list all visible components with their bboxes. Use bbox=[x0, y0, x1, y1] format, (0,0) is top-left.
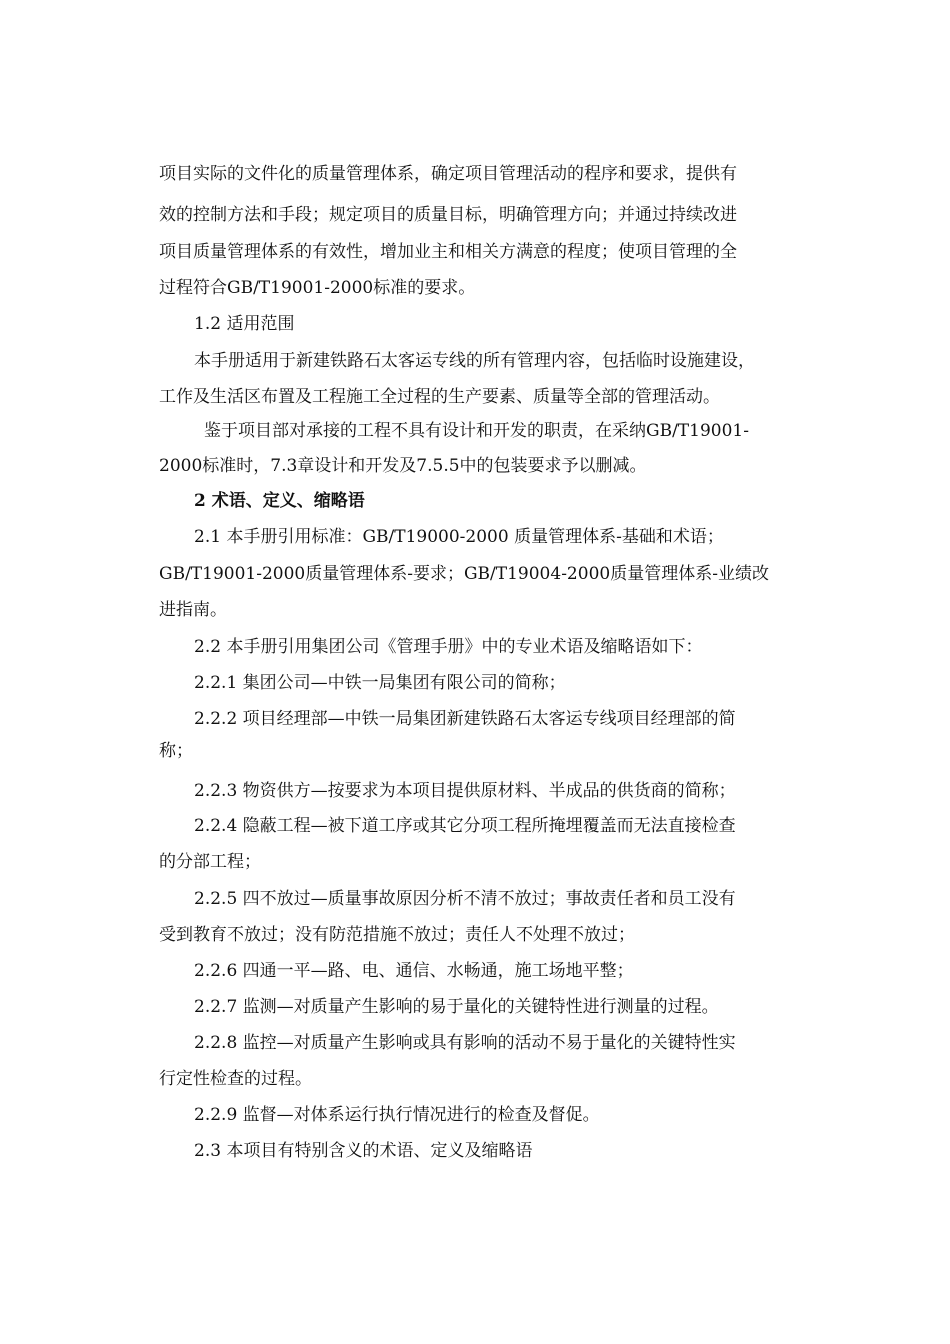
definition-item: 2.2.2 项目经理部—中铁一局集团新建铁路石太客运专线项目经理部的简 bbox=[194, 709, 736, 729]
section-heading: 2.3 本项目有特别含义的术语、定义及缩略语 bbox=[194, 1141, 533, 1161]
definition-item: 2.2.1 集团公司—中铁一局集团有限公司的简称； bbox=[194, 673, 566, 693]
paragraph-line: 项目质量管理体系的有效性，增加业主和相关方满意的程度；使项目管理的全 bbox=[159, 242, 737, 262]
definition-item: 2.2.4 隐蔽工程—被下道工序或其它分项工程所掩埋覆盖而无法直接检查 bbox=[194, 816, 736, 836]
definition-item-cont: 行定性检查的过程。 bbox=[159, 1069, 312, 1089]
paragraph-line: 项目实际的文件化的质量管理体系，确定项目管理活动的程序和要求，提供有 bbox=[159, 164, 737, 184]
paragraph-line: 进指南。 bbox=[159, 600, 227, 620]
paragraph-line: 2000标准时，7.3章设计和开发及7.5.5中的包装要求予以删减。 bbox=[159, 456, 647, 476]
definition-item: 2.2.9 监督—对体系运行执行情况进行的检查及督促。 bbox=[194, 1105, 600, 1125]
definition-item: 2.2.6 四通一平—路、电、通信、水畅通，施工场地平整； bbox=[194, 961, 634, 981]
definition-item-cont: 受到教育不放过；没有防范措施不放过；责任人不处理不放过； bbox=[159, 925, 635, 945]
paragraph-line: 效的控制方法和手段；规定项目的质量目标，明确管理方向；并通过持续改进 bbox=[159, 205, 737, 225]
paragraph-line: 鉴于项目部对承接的工程不具有设计和开发的职责，在采纳GB/T19001- bbox=[204, 421, 749, 441]
paragraph-line: GB/T19001-2000质量管理体系-要求；GB/T19004-2000质量管理体系-业绩改 bbox=[159, 564, 769, 584]
section-heading: 1.2 适用范围 bbox=[194, 314, 295, 334]
paragraph-line: 2.2 本手册引用集团公司《管理手册》中的专业术语及缩略语如下： bbox=[194, 637, 703, 657]
definition-item: 2.2.3 物资供方—按要求为本项目提供原材料、半成品的供货商的简称； bbox=[194, 781, 736, 801]
definition-item-cont: 的分部工程； bbox=[159, 852, 261, 872]
chapter-heading: 2 术语、定义、缩略语 bbox=[194, 491, 365, 511]
definition-item: 2.2.8 监控—对质量产生影响或具有影响的活动不易于量化的关键特性实 bbox=[194, 1033, 736, 1053]
paragraph-line: 工作及生活区布置及工程施工全过程的生产要素、质量等全部的管理活动。 bbox=[159, 387, 720, 407]
definition-item: 2.2.7 监测—对质量产生影响的易于量化的关键特性进行测量的过程。 bbox=[194, 997, 719, 1017]
paragraph-line: 2.1 本手册引用标准：GB/T19000-2000 质量管理体系-基础和术语； bbox=[194, 527, 724, 547]
definition-item-cont: 称； bbox=[159, 741, 193, 761]
definition-item: 2.2.5 四不放过—质量事故原因分析不清不放过；事故责任者和员工没有 bbox=[194, 889, 736, 909]
paragraph-line: 过程符合GB/T19001-2000标准的要求。 bbox=[159, 278, 476, 298]
paragraph-line: 本手册适用于新建铁路石太客运专线的所有管理内容，包括临时设施建设， bbox=[194, 351, 755, 371]
